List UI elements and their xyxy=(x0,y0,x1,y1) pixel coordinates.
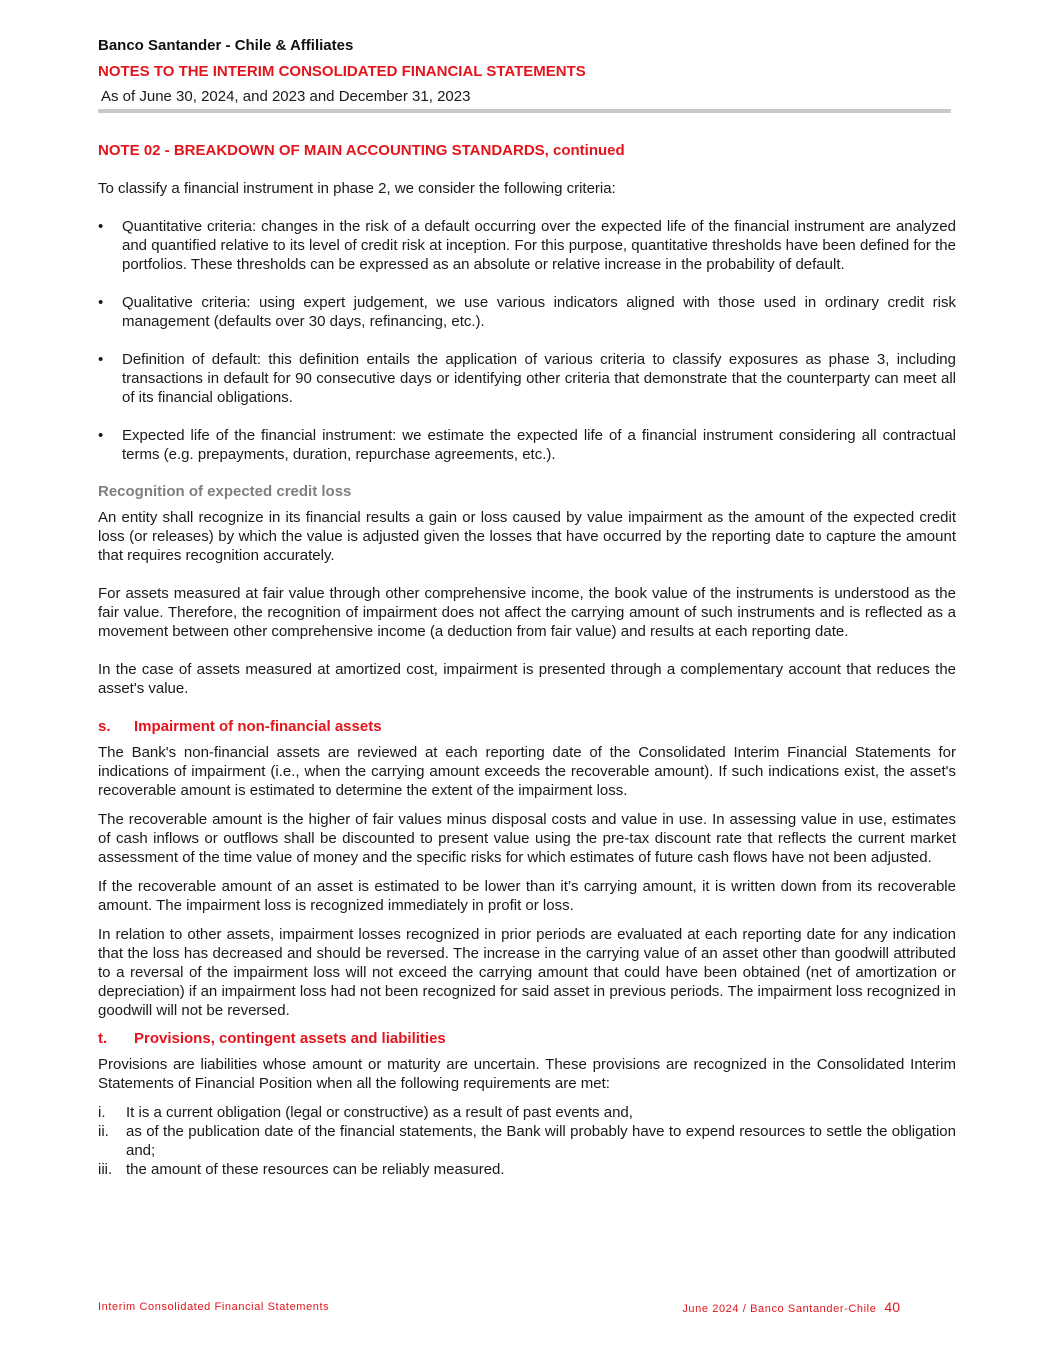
list-item xyxy=(98,1160,956,1179)
section-t-letter: t. xyxy=(98,1030,108,1047)
criteria-text: Quantitative criteria: changes in the risk of a default occurring over the expected life of the financial instrument are analyzed and quantified relative to its level of credit risk at inception. For this purpose, quantitative thresholds have been defined for the portfolios. These thresholds can be expressed as an absolute or relative increase in the probability of default. xyxy=(122,218,956,273)
ecl-paragraph-1: An entity shall recognize in its financial results a gain or loss caused by value impairment as the amount of the expected credit loss (or releases) by which the value is adjusted given the losses that have occurred by the reporting date to capture the amount that requires recognition accurately. xyxy=(98,509,956,564)
section-s-paragraph-2: The recoverable amount is the higher of fair values minus disposal costs and value in use. In assessing value in use, estimates of cash inflows or outflows shall be discounted to present value using the pre-tax discount rate that reflects the current market assessment of the time value of money and the specific risks for which estimates of future cash flows have not been adjusted. xyxy=(98,811,956,866)
criteria-list xyxy=(98,217,956,464)
section-t-title: Provisions, contingent assets and liabilities xyxy=(134,1030,446,1047)
requirements-list xyxy=(98,1103,956,1179)
section-s-letter: s. xyxy=(98,718,111,735)
ecl-heading: Recognition of expected credit loss xyxy=(98,483,352,500)
item-text: the amount of these resources can be reliably measured. xyxy=(126,1161,505,1178)
section-s-paragraph-1: The Bank's non-financial assets are reviewed at each reporting date of the Consolidated Interim Financial Statements for indications of impairment (i.e., when the carrying amount exceeds the recoverable amount). If such indications exist, the asset's recoverable amount is estimated to determine the extent of the impairment loss. xyxy=(98,744,956,799)
bullet-icon: • xyxy=(98,294,104,311)
section-t-heading xyxy=(98,1029,956,1049)
criteria-text: Definition of default: this definition entails the application of various criteria to classify exposures as phase 3, including transactions in default for 90 consecutive days or identifying other criteria that demonstrate that the counterparty can meet all of its financial obligations. xyxy=(122,351,956,406)
list-item xyxy=(98,426,956,464)
header-divider xyxy=(98,109,951,113)
section-t-paragraph-1: Provisions are liabilities whose amount or maturity are uncertain. These provisions are recognized in the Consolidated Interim Statements of Financial Position when all the following requirements are met: xyxy=(98,1056,956,1092)
ecl-paragraph-3: In the case of assets measured at amortized cost, impairment is presented through a complementary account that reduces the asset's value. xyxy=(98,661,956,697)
criteria-text: Expected life of the financial instrument: we estimate the expected life of a financial instrument considering all contractual terms (e.g. prepayments, duration, repurchase agreements, etc.). xyxy=(122,427,956,463)
notes-title: NOTES TO THE INTERIM CONSOLIDATED FINANCIAL STATEMENTS xyxy=(98,63,586,80)
section-s-paragraph-4: In relation to other assets, impairment losses recognized in prior periods are evaluated at each reporting date for any indication that the loss has decreased and should be reversed. The increase in the carrying value of an asset other than goodwill attributed to a reversal of the impairment loss will not exceed the carrying amount that could have been obtained (net of amortization or depreciation) if an impairment loss had not been recognized for said asset in previous periods. The impairment loss recognized in goodwill will not be reversed. xyxy=(98,926,956,1019)
bullet-icon: • xyxy=(98,351,104,368)
ecl-paragraph-2: For assets measured at fair value through other comprehensive income, the book value of the instruments is understood as the fair value. Therefore, the recognition of impairment does not affect the carrying amount of such instruments and is reflected as a movement between other comprehensive income (a deduction from fair value) and results at each reporting date. xyxy=(98,585,956,640)
bullet-icon: • xyxy=(98,427,104,444)
document-page xyxy=(98,36,956,1179)
section-s-paragraph-3: If the recoverable amount of an asset is estimated to be lower than it’s carrying amount, it is written down from its recoverable amount. The impairment loss is recognized immediately in profit or loss. xyxy=(98,878,956,914)
section-s-title: Impairment of non-financial assets xyxy=(134,718,382,735)
list-item xyxy=(98,217,956,274)
footer-left-text: Interim Consolidated Financial Statements xyxy=(98,1301,330,1313)
section-s-heading xyxy=(98,717,956,737)
item-text: It is a current obligation (legal or constructive) as a result of past events and, xyxy=(126,1104,633,1121)
as-of-date: As of June 30, 2024, and 2023 and December 31, 2023 xyxy=(101,88,471,105)
list-item xyxy=(98,293,956,331)
footer-right-text: June 2024 / Banco Santander-Chile xyxy=(682,1303,877,1315)
item-number: iii. xyxy=(98,1161,113,1178)
list-item xyxy=(98,350,956,407)
item-text: as of the publication date of the financial statements, the Bank will probably have to expend resources to settle the obligation and; xyxy=(126,1123,956,1159)
page-number: 40 xyxy=(884,1299,900,1315)
footer-right xyxy=(682,1299,900,1317)
bullet-icon: • xyxy=(98,218,104,235)
list-item xyxy=(98,1122,956,1160)
criteria-text: Qualitative criteria: using expert judgement, we use various indicators aligned with those used in ordinary credit risk management (defaults over 30 days, refinancing, etc.). xyxy=(122,294,956,330)
item-number: ii. xyxy=(98,1123,109,1140)
list-item xyxy=(98,1103,956,1122)
note-title: NOTE 02 - BREAKDOWN OF MAIN ACCOUNTING STANDARDS, continued xyxy=(98,142,625,159)
intro-paragraph: To classify a financial instrument in phase 2, we consider the following criteria: xyxy=(98,180,616,197)
item-number: i. xyxy=(98,1104,106,1121)
company-name: Banco Santander - Chile & Affiliates xyxy=(98,37,354,54)
